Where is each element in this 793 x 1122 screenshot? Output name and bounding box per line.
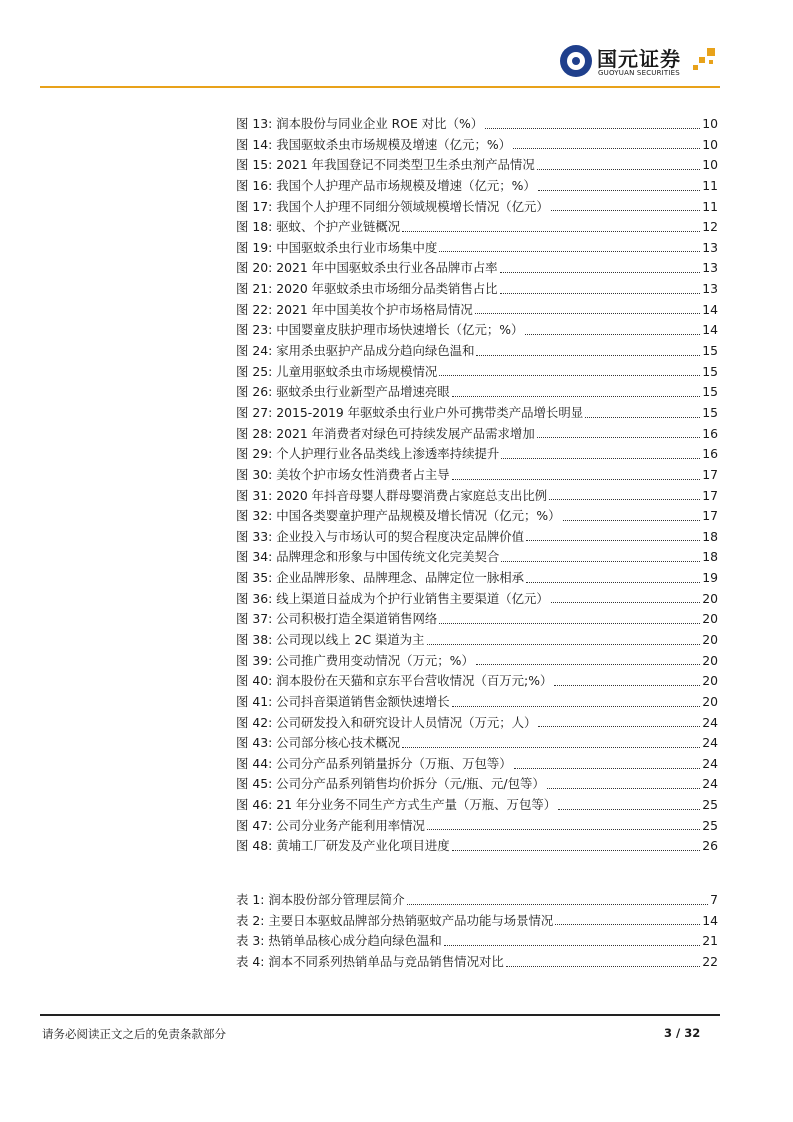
figure-entry-page: 15 <box>702 363 718 379</box>
figure-entry-page: 26 <box>702 838 718 854</box>
figure-entry[interactable] <box>236 609 718 630</box>
table-entry-label: 表 4: 润本不同系列热销单品与竞品销售情况对比 <box>236 953 504 969</box>
figure-entry-page: 10 <box>702 115 718 131</box>
dot-leader <box>485 128 700 129</box>
dot-leader <box>554 685 700 686</box>
figure-entry[interactable] <box>236 589 718 610</box>
dot-leader <box>537 169 701 170</box>
figure-entry-label: 图 37: 公司积极打造全渠道销售网络 <box>236 611 438 627</box>
dot-leader <box>537 437 701 438</box>
figure-entry-page: 15 <box>702 343 718 359</box>
figure-entry-page: 11 <box>702 198 718 214</box>
figure-entry-label: 图 22: 2021 年中国美妆个护市场格局情况 <box>236 301 473 317</box>
figure-entry[interactable] <box>236 836 718 857</box>
table-list <box>236 890 718 973</box>
figure-entry[interactable] <box>236 300 718 321</box>
figure-entry-label: 图 30: 美妆个护市场女性消费者占主导 <box>236 466 450 482</box>
dot-leader <box>452 396 701 397</box>
dot-leader <box>452 479 701 480</box>
figure-entry-label: 图 28: 2021 年消费者对绿色可持续发展产品需求增加 <box>236 425 535 441</box>
figure-entry[interactable] <box>236 816 718 837</box>
figure-entry-page: 24 <box>702 735 718 751</box>
table-entry-label: 表 2: 主要日本驱蚊品牌部分热销驱蚊产品功能与场景情况 <box>236 912 554 928</box>
dot-leader <box>526 582 700 583</box>
figure-entry-label: 图 47: 公司分业务产能利用率情况 <box>236 817 425 833</box>
figure-entry[interactable] <box>236 506 718 527</box>
dot-leader <box>526 540 700 541</box>
figure-entry-label: 图 34: 品牌理念和形象与中国传统文化完美契合 <box>236 549 500 565</box>
figure-entry[interactable] <box>236 341 718 362</box>
dot-leader <box>444 945 700 946</box>
figure-entry-page: 25 <box>702 817 718 833</box>
figure-entry-label: 图 44: 公司分产品系列销量拆分（万瓶、万包等） <box>236 755 512 771</box>
figure-entry-page: 16 <box>702 446 718 462</box>
dot-leader <box>475 313 700 314</box>
figure-entry-label: 图 25: 儿童用驱蚊杀虫市场规模情况 <box>236 363 438 379</box>
logo-name-en: GUOYUAN SECURITIES <box>598 69 680 77</box>
dot-leader <box>402 231 700 232</box>
company-logo <box>560 42 720 82</box>
figure-entry-label: 图 43: 公司部分核心技术概况 <box>236 735 401 751</box>
figure-entry[interactable] <box>236 795 718 816</box>
dot-leader <box>402 747 700 748</box>
figure-entry[interactable] <box>236 362 718 383</box>
figure-entry-page: 15 <box>702 384 718 400</box>
figure-entry-label: 图 16: 我国个人护理产品市场规模及增速（亿元；%） <box>236 177 536 193</box>
figure-entry[interactable] <box>236 568 718 589</box>
dot-leader <box>439 251 700 252</box>
figure-entry-page: 13 <box>702 281 718 297</box>
figure-entry-label: 图 18: 驱蚊、个护产业链概况 <box>236 219 401 235</box>
figure-entry-label: 图 14: 我国驱蚊杀虫市场规模及增速（亿元；%） <box>236 136 512 152</box>
figure-entry-label: 图 48: 黄埔工厂研发及产业化项目进度 <box>236 838 450 854</box>
table-entry-page: 7 <box>710 891 718 907</box>
figure-entry-page: 20 <box>702 590 718 606</box>
figure-entry-label: 图 24: 家用杀虫驱护产品成分趋向绿色温和 <box>236 343 475 359</box>
logo-name-cn: 国元证券 <box>597 47 681 71</box>
figure-entry[interactable] <box>236 238 718 259</box>
figure-entry-label: 图 39: 公司推广费用变动情况（万元；%） <box>236 652 474 668</box>
figure-entry-label: 图 32: 中国各类婴童护理产品规模及增长情况（亿元；%） <box>236 508 561 524</box>
figure-entry-label: 图 46: 21 年分业务不同生产方式生产量（万瓶、万包等） <box>236 797 557 813</box>
figure-entry[interactable] <box>236 424 718 445</box>
dot-leader <box>427 644 701 645</box>
figure-entry-label: 图 19: 中国驱蚊杀虫行业市场集中度 <box>236 239 438 255</box>
dot-leader <box>452 850 701 851</box>
figure-entry-page: 18 <box>702 528 718 544</box>
dot-leader <box>538 190 700 191</box>
figure-entry[interactable] <box>236 486 718 507</box>
figure-entry-page: 16 <box>702 425 718 441</box>
dot-leader <box>506 966 700 967</box>
figure-entry[interactable] <box>236 155 718 176</box>
dot-leader <box>439 623 700 624</box>
figure-entry-page: 14 <box>702 301 718 317</box>
dot-leader <box>551 602 700 603</box>
figure-entry[interactable] <box>236 754 718 775</box>
figure-entry[interactable] <box>236 135 718 156</box>
dot-leader <box>501 561 700 562</box>
figure-entry[interactable] <box>236 258 718 279</box>
figure-entry[interactable] <box>236 671 718 692</box>
table-entry-page: 14 <box>702 912 718 928</box>
figure-entry-label: 图 36: 线上渠道日益成为个护行业销售主要渠道（亿元） <box>236 590 549 606</box>
figure-entry-page: 17 <box>702 487 718 503</box>
table-entry-label: 表 3: 热销单品核心成分趋向绿色温和 <box>236 933 442 949</box>
figure-entry[interactable] <box>236 692 718 713</box>
dot-leader <box>452 706 701 707</box>
figure-entry[interactable] <box>236 279 718 300</box>
dot-leader <box>514 768 701 769</box>
figure-entry[interactable] <box>236 651 718 672</box>
figure-entry-page: 18 <box>702 549 718 565</box>
figure-entry-page: 13 <box>702 260 718 276</box>
figure-entry-page: 15 <box>702 404 718 420</box>
disclaimer-note: 请务必阅读正文之后的免责条款部分 <box>42 1027 226 1041</box>
dot-leader <box>439 375 700 376</box>
figure-entry[interactable] <box>236 114 718 135</box>
dot-leader <box>538 726 700 727</box>
figure-entry[interactable] <box>236 733 718 754</box>
figure-entry-page: 10 <box>702 157 718 173</box>
figure-list <box>236 114 718 857</box>
figure-entry-label: 图 40: 润本股份在天猫和京东平台营收情况（百万元;%） <box>236 673 553 689</box>
dot-leader <box>558 809 700 810</box>
table-entry[interactable] <box>236 931 718 952</box>
figure-entry-page: 19 <box>702 570 718 586</box>
table-entry-page: 22 <box>702 953 718 969</box>
figure-entry-page: 11 <box>702 177 718 193</box>
figure-entry[interactable] <box>236 320 718 341</box>
figure-entry-page: 20 <box>702 673 718 689</box>
figure-entry-label: 图 35: 企业品牌形象、品牌理念、品牌定位一脉相承 <box>236 570 525 586</box>
footer-divider <box>40 1014 720 1016</box>
figure-entry-label: 图 21: 2020 年驱蚊杀虫市场细分品类销售占比 <box>236 281 498 297</box>
dot-leader <box>476 355 700 356</box>
dot-leader <box>427 829 700 830</box>
figure-entry[interactable] <box>236 444 718 465</box>
page-number: 3 / 32 <box>664 1026 701 1040</box>
figure-entry-page: 14 <box>702 322 718 338</box>
figure-entry-label: 图 13: 润本股份与同业企业 ROE 对比（%） <box>236 115 484 131</box>
figure-entry[interactable] <box>236 217 718 238</box>
figure-entry-label: 图 45: 公司分产品系列销售均价拆分（元/瓶、元/包等） <box>236 776 545 792</box>
dot-leader <box>501 458 700 459</box>
dot-leader <box>555 924 700 925</box>
figure-entry-label: 图 15: 2021 年我国登记不同类型卫生杀虫剂产品情况 <box>236 157 535 173</box>
figure-entry-label: 图 17: 我国个人护理不同细分领域规模增长情况（亿元） <box>236 198 549 214</box>
figure-entry-page: 20 <box>702 611 718 627</box>
figure-entry[interactable] <box>236 527 718 548</box>
figure-entry[interactable] <box>236 775 718 796</box>
figure-entry-label: 图 33: 企业投入与市场认可的契合程度决定品牌价值 <box>236 528 525 544</box>
dot-leader <box>500 293 701 294</box>
figure-entry-page: 24 <box>702 755 718 771</box>
figure-entry[interactable] <box>236 465 718 486</box>
figure-entry-page: 10 <box>702 136 718 152</box>
figure-entry-label: 图 41: 公司抖音渠道销售金额快速增长 <box>236 693 450 709</box>
figure-entry-page: 17 <box>702 466 718 482</box>
dot-leader <box>551 210 700 211</box>
dot-leader <box>563 520 701 521</box>
table-entry[interactable] <box>236 890 718 911</box>
dot-leader <box>407 904 708 905</box>
figure-entry-page: 13 <box>702 239 718 255</box>
figure-entry-page: 12 <box>702 219 718 235</box>
figure-entry-page: 24 <box>702 714 718 730</box>
dot-leader <box>513 148 700 149</box>
dot-leader <box>585 417 700 418</box>
figure-entry-label: 图 29: 个人护理行业各品类线上渗透率持续提升 <box>236 446 500 462</box>
figure-entry[interactable] <box>236 713 718 734</box>
figure-entry[interactable] <box>236 176 718 197</box>
dot-leader <box>549 499 700 500</box>
figure-entry[interactable] <box>236 382 718 403</box>
dot-leader <box>525 334 700 335</box>
table-entry-page: 21 <box>702 933 718 949</box>
figure-entry-label: 图 20: 2021 年中国驱蚊杀虫行业各品牌市占率 <box>236 260 498 276</box>
figure-entry-page: 20 <box>702 693 718 709</box>
dot-leader <box>500 272 701 273</box>
table-entry[interactable] <box>236 952 718 973</box>
header-divider <box>40 86 720 88</box>
figure-entry[interactable] <box>236 630 718 651</box>
figure-entry-label: 图 27: 2015-2019 年驱蚊杀虫行业户外可携带类产品增长明显 <box>236 404 584 420</box>
figure-entry-page: 17 <box>702 508 718 524</box>
figure-entry-label: 图 26: 驱蚊杀虫行业新型产品增速亮眼 <box>236 384 450 400</box>
logo-accent-squares-icon <box>693 48 719 74</box>
figure-entry-label: 图 23: 中国婴童皮肤护理市场快速增长（亿元；%） <box>236 322 524 338</box>
figure-entry[interactable] <box>236 547 718 568</box>
figure-entry-label: 图 31: 2020 年抖音母婴人群母婴消费占家庭总支出比例 <box>236 487 548 503</box>
figure-entry-label: 图 42: 公司研发投入和研究设计人员情况（万元；人） <box>236 714 537 730</box>
figure-entry[interactable] <box>236 197 718 218</box>
figure-entry-page: 20 <box>702 652 718 668</box>
figure-entry-label: 图 38: 公司现以线上 2C 渠道为主 <box>236 632 425 647</box>
figure-entry-page: 24 <box>702 776 718 792</box>
dot-leader <box>547 788 700 789</box>
figure-entry-page: 25 <box>702 797 718 813</box>
figure-entry-page: 20 <box>702 632 718 647</box>
logo-emblem-icon <box>560 45 592 77</box>
table-entry-label: 表 1: 润本股份部分管理层简介 <box>236 891 405 907</box>
figure-entry[interactable] <box>236 403 718 424</box>
table-entry[interactable] <box>236 911 718 932</box>
dot-leader <box>476 664 700 665</box>
